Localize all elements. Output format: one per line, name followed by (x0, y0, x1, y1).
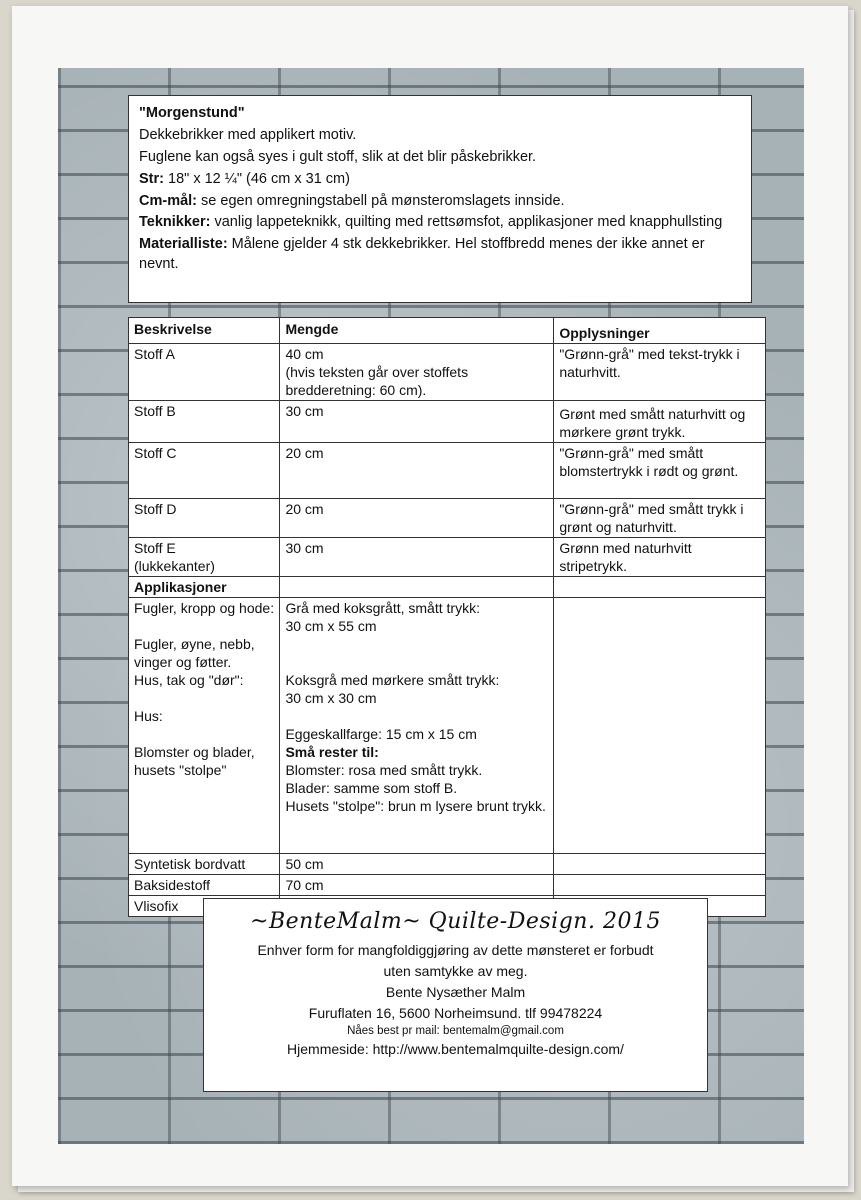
techniques-value: vanlig lappeteknikk, quilting med rettsømsfot, applikasjoner med knapphullsting (210, 214, 723, 230)
cell-app-description: Fugler, kropp og hode: Fugler, øyne, nebb, vinger og føtter. Hus, tak og "dør": Hus: Blomster og blader, husets "stolpe" (129, 598, 280, 854)
cell-amount: 40 cm (hvis teksten går over stoffets bredderetning: 60 cm). (280, 344, 554, 401)
table-row (129, 538, 766, 577)
table-row (129, 443, 766, 499)
pattern-info-box (128, 95, 752, 303)
table-row (129, 344, 766, 401)
cell-info: Grønt med smått naturhvitt og mørkere grønt trykk. (554, 401, 766, 443)
cell-empty (280, 577, 554, 598)
cell-description: Stoff E (lukkekanter) (129, 538, 280, 577)
app-amount-part2: Blomster: rosa med smått trykk. Blader: samme som stoff B. Husets "stolpe": brun m lysere brunt trykk. (285, 762, 546, 814)
pattern-note: Fuglene kan også syes i gult stoff, slik at det blir påskebrikker. (139, 149, 537, 165)
cell-amount: 50 cm (280, 854, 554, 875)
designer-name: Bente Nysæther Malm (385, 984, 526, 1000)
cell-amount: 30 cm (280, 538, 554, 577)
cell-description: Stoff A (129, 344, 280, 401)
designer-address: Furuflaten 16, 5600 Norheimsund. tlf 99478224 (308, 1005, 603, 1021)
copyright-line-2: uten samtykke av meg. (383, 963, 528, 979)
size-line (139, 168, 741, 190)
designer-footer-box (203, 898, 708, 1092)
pattern-title: "Morgenstund" (139, 105, 245, 121)
app-amount-part1: Grå med koksgrått, smått trykk: 30 cm x 55 cm Koksgrå med mørkere smått trykk: 30 cm x 30 cm Eggeskallfarge: 15 cm x 15 cm (285, 600, 500, 742)
table-header-row (129, 318, 766, 344)
cell-amount: 20 cm (280, 499, 554, 538)
cell-amount: 30 cm (280, 401, 554, 443)
cell-description: Stoff D (129, 499, 280, 538)
materials-line (139, 234, 741, 274)
cell-info: "Grønn-grå" med smått blomstertrykk i rødt og grønt. (554, 443, 766, 499)
size-value: 18" x 12 ¼" (46 cm x 31 cm) (163, 171, 350, 187)
cell-amount: 20 cm (280, 443, 554, 499)
cell-app-amount (280, 598, 554, 854)
section-applikasjoner: Applikasjoner (129, 577, 280, 598)
materials-table (128, 317, 766, 917)
cm-line (139, 190, 741, 212)
cell-empty (554, 577, 766, 598)
cell-info (554, 875, 766, 896)
table-row (129, 854, 766, 875)
cell-info: "Grønn-grå" med smått trykk i grønt og naturhvitt. (554, 499, 766, 538)
cell-description: Vlisofix (129, 896, 280, 917)
size-label: Str: (139, 171, 164, 187)
header-info: Opplysninger (554, 318, 766, 344)
table-row (129, 598, 766, 854)
table-row (129, 401, 766, 443)
table-row (129, 577, 766, 598)
cell-description: Syntetisk bordvatt (129, 854, 280, 875)
cell-info: Grønn med naturhvitt stripetrykk. (554, 538, 766, 577)
cell-info: "Grønn-grå" med tekst-trykk i naturhvitt. (554, 344, 766, 401)
table-row (129, 499, 766, 538)
cell-description: Stoff B (129, 401, 280, 443)
cm-value: se egen omregningstabell på mønsteromslagets innside. (197, 193, 565, 209)
materials-table-wrap (128, 317, 766, 917)
cell-description: Stoff C (129, 443, 280, 499)
cell-description: Baksidestoff (129, 875, 280, 896)
app-amount-bold: Små rester til: (285, 744, 379, 760)
cm-label: Cm-mål: (139, 193, 198, 209)
techniques-line (139, 212, 741, 232)
header-description: Beskrivelse (129, 318, 280, 344)
pattern-description: Dekkebrikker med applikert motiv. (139, 127, 357, 143)
designer-email: Nåes best pr mail: bentemalm@gmail.com (347, 1025, 564, 1037)
designer-title: ~BenteMalm~ Quilte-Design. 2015 (250, 909, 661, 934)
cell-info (554, 854, 766, 875)
copyright-line-1: Enhver form for mangfoldiggjøring av dette mønsteret er forbudt (257, 942, 654, 958)
cell-empty (554, 598, 766, 854)
techniques-label: Teknikker: (139, 214, 211, 230)
cell-amount: 70 cm (280, 875, 554, 896)
header-amount: Mengde (280, 318, 554, 344)
materials-value: Målene gjelder 4 stk dekkebrikker. Hel stoffbredd menes der ikke annet er nevnt. (139, 236, 705, 272)
materials-label: Materialliste: (139, 236, 228, 252)
designer-website: Hjemmeside: http://www.bentemalmquilte-design.com/ (287, 1041, 624, 1057)
table-row (129, 875, 766, 896)
